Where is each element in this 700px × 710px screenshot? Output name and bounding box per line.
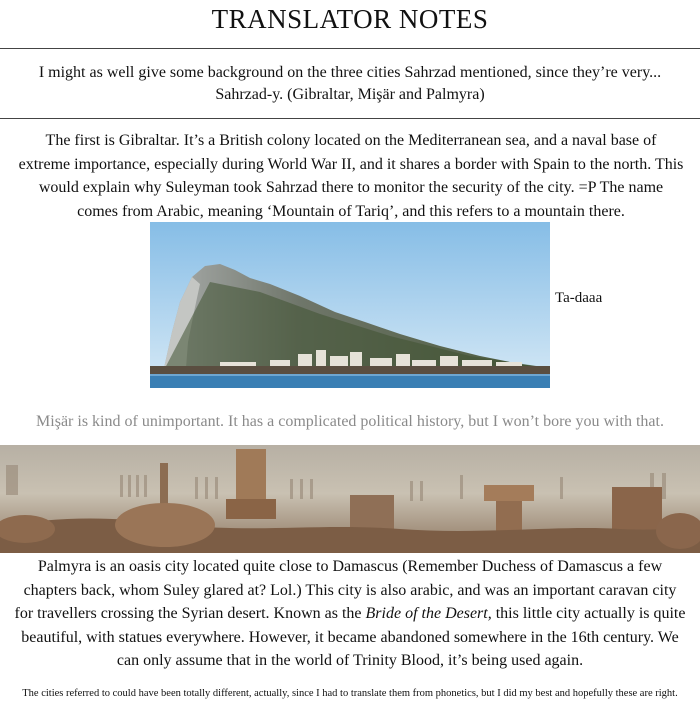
intro-text xyxy=(20,62,680,106)
photo-caption: Ta-daaa xyxy=(555,290,603,306)
palmyra-photo xyxy=(0,445,700,553)
page-title: TRANSLATOR NOTES xyxy=(211,4,489,34)
palmyra-text-1: Palmyra is an oasis city located quite close to Damascus (Remember Duchess of Damascus a few chapters back, whom Suley glared at? Lol.) This city is also arabic, and was an important caravan city for travellers crossing the Syrian desert. Known as the xyxy=(14,558,677,622)
misar-paragraph: Mişär is kind of unimportant. It has a complicated political history, but I won’t bore you with that. xyxy=(36,413,664,430)
divider-top xyxy=(0,48,700,49)
gibraltar-photo xyxy=(150,222,550,388)
divider-intro xyxy=(0,118,700,119)
intro-line-2: Sahrzad-y. (Gibraltar, Mişär and Palmyra) xyxy=(215,86,485,103)
palmyra-text-2: this little city actually is quite beautiful, with statues everywhere. However, it became abandoned somewhere in the 16th century. We can only assume that in the world of Trinity Blood, it’s being used again. xyxy=(21,605,686,669)
intro-line-1: I might as well give some background on the three cities Sahrzad mentioned, since they’re very... xyxy=(38,64,662,81)
palmyra-italic-phrase: Bride of the Desert, xyxy=(365,605,492,622)
gibraltar-paragraph: The first is Gibraltar. It’s a British colony located on the Mediterranean sea, and a naval base of extreme importance, especially during World War II, and it shares a border with Spain to the north. This would explain why Suleyman took Sahrzad there to monitor the security of the city. =P The name comes from Arabic, meaning ‘Mountain of Tariq’, and this refers to a mountain there. xyxy=(18,132,684,220)
footnote: The cities referred to could have been totally different, actually, since I had to translate them from phonetics, but I did my best and hopefully these are right. xyxy=(22,688,678,699)
palmyra-paragraph xyxy=(14,555,686,673)
